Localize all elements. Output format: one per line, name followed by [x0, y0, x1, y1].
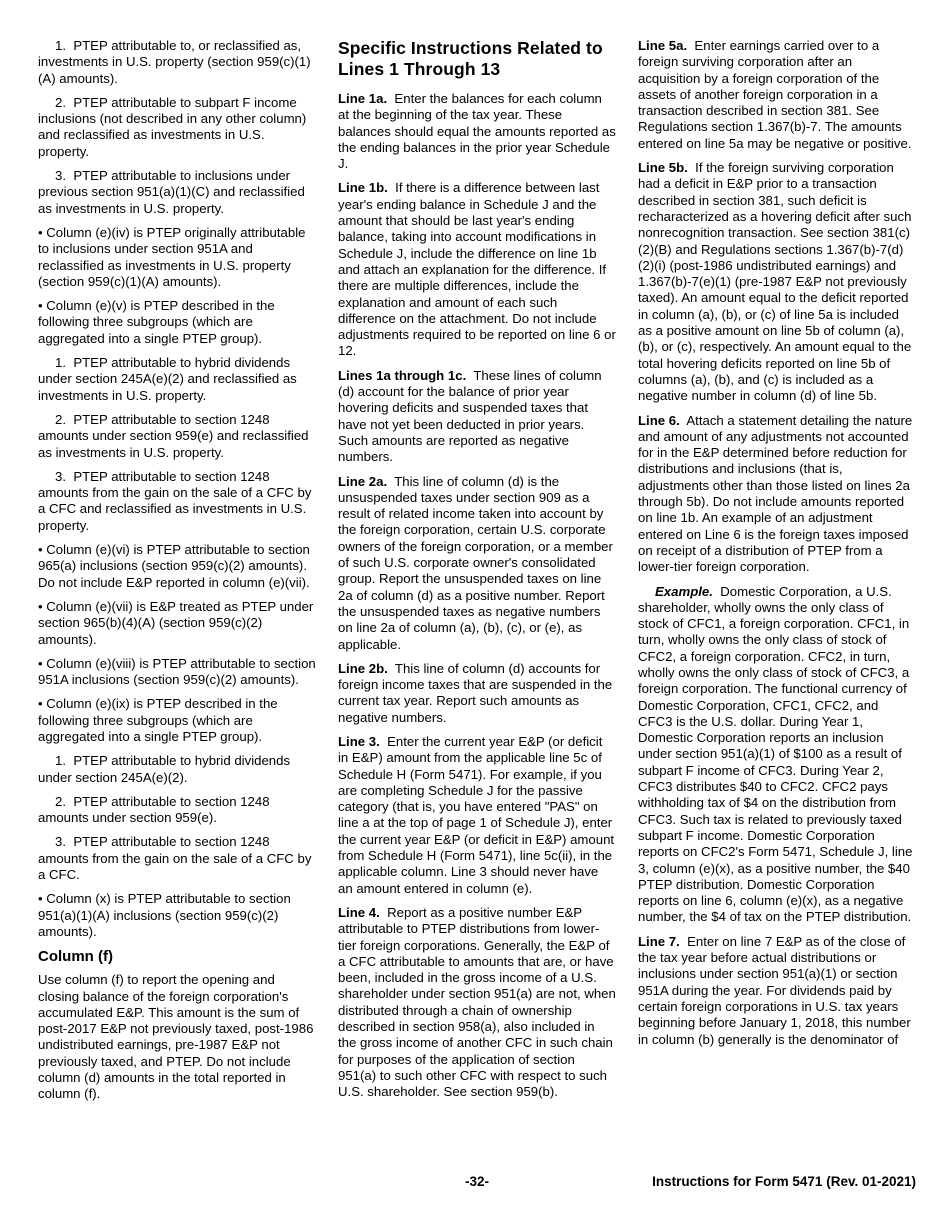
bullet-icon: •	[38, 696, 47, 712]
paragraph-lead: Line 5b.	[638, 160, 688, 176]
paragraph-lead: Line 2b.	[338, 660, 388, 676]
numbered-item: 2. PTEP attributable to section 1248 amounts under section 959(e).	[38, 793, 270, 826]
instruction-paragraph: Line 1b. If there is a difference between last year's ending balance in Schedule J and the amount that should be last year's ending balance, taking into account modifications in Schedule J, include the difference on line 1b and attach an explanation for the difference. If there are multiple differences, include the explanation and amount of each such difference on the attachment. Do not include adjustments required to be reported on line 6 or 12.	[338, 180, 616, 359]
instruction-paragraph: Line 3. Enter the current year E&P (or deficit in E&P) amount from the applicable line 5c of Schedule H (Form 5471). For example, if you are completing Schedule J for the passive category (that is, you have entered "PAS" on line a at the top of page 1 of Schedule J), enter the current year E&P (or deficit in E&P) amount from Schedule H (Form 5471), line 5c(ii), in the applicable column. Line 3 should never have an amount entered in column (e).	[338, 733, 615, 896]
column-heading: Column (f)	[38, 948, 113, 966]
instruction-paragraph: Line 2b. This line of column (d) accounts for foreign income taxes that are suspended in the current tax year. Report such amounts as negative numbers.	[338, 660, 613, 725]
paragraph-lead: Line 3.	[338, 733, 380, 749]
bullet-item: • Column (e)(viii) is PTEP attributable to section 951A inclusions (section 959(c)(2) amounts).	[38, 655, 316, 688]
paragraph-lead: Line 1b.	[338, 180, 388, 196]
paragraph-lead: Lines 1a through 1c.	[338, 367, 467, 383]
numbered-item: 1. PTEP attributable to, or reclassified as, investments in U.S. property (section 959(c)(1)(A) amounts).	[38, 38, 311, 86]
bullet-item: • Column (e)(v) is PTEP described in the following three subgroups (which are aggregated into a single PTEP group).	[38, 298, 275, 346]
instruction-paragraph: Line 7. Enter on line 7 E&P as of the close of the tax year before actual distributions or inclusions under section 951(a)(1) or section 951A during the year. For dividends paid by certain foreign corporations in U.S. tax years beginning before January 1, 2018, this number in column (b) generally is the denominator of	[638, 933, 911, 1047]
section-heading: Specific Instructions Related to Lines 1 Through 13	[338, 38, 603, 79]
paragraph-lead: Line 7.	[638, 933, 680, 949]
paragraph-lead: Line 6.	[638, 412, 680, 428]
instruction-paragraph: Lines 1a through 1c. These lines of column (d) account for the balance of prior year hovering deficits and suspended taxes that have not yet been deducted in prior years. Such amounts are reported as negative numbers.	[338, 367, 602, 465]
page-number: -32-	[464, 1174, 489, 1189]
bullet-item: • Column (e)(iv) is PTEP originally attributable to inclusions under section 951A and reclassified as investments in U.S. property (section 959(c)(1)(A) amounts).	[38, 224, 306, 289]
column-3	[638, 38, 916, 1111]
column-1	[38, 38, 316, 1111]
instruction-paragraph: Line 5a. Enter earnings carried over to a foreign surviving corporation after an acquisition by a foreign corporation of the assets of another foreign corporation in a transaction described in section 381. See Regulations section 1.367(b)-7. The amounts entered on line 5a may be negative or positive.	[638, 38, 912, 151]
bullet-icon: •	[38, 598, 47, 614]
paragraph-lead: Example.	[655, 583, 713, 599]
instruction-paragraph: Line 1a. Enter the balances for each column at the beginning of the tax year. These balances should equal the amounts reported as the ending balances in the prior year Schedule J.	[338, 91, 616, 172]
body-paragraph: Use column (f) to report the opening and closing balance of the foreign corporation's accumulated E&P. This amount is the sum of post-2017 E&P not previously taxed, post-1986 undistributed earnings, pre-1987 E&P not previously taxed, and PTEP. Do not include column (d) amounts in the total reported in column (f).	[38, 972, 314, 1102]
paragraph-lead: Line 2a.	[338, 473, 388, 489]
column-2	[338, 38, 616, 1111]
bullet-icon: •	[38, 655, 47, 671]
paragraph-lead: Line 5a.	[638, 38, 688, 53]
instruction-paragraph: Line 5b. If the foreign surviving corporation had a deficit in E&P prior to a transaction described in section 381, such deficit is recharacterized as a hovering deficit after such nonrecognition transaction. See section 381(c)(2)(B) and Regulations sections 1.367(b)-7(d)(2)(i) (post-1986 undistributed earnings) and 1.367(b)-7(e)(1) (pre-1987 E&P not previously taxed). An amount equal to the deficit reported in column (a), (b), or (c) of line 5a is included as a positive amount on line 5b of column (a), (b), or (c), respectively. An amount equal to the total hovering deficits reported on line 5b of columns (a), (b), and (c) is included as a negative number in column (d) of line 5b.	[638, 160, 912, 404]
paragraph-lead: Line 1a.	[338, 91, 388, 106]
instruction-paragraph: Line 2a. This line of column (d) is the unsuspended taxes under section 909 as a result of related income taken into account by the foreign corporation, certain U.S. corporate owners of the foreign corporation, or a member of such U.S. corporate owner's consolidated group. Report the unsuspended taxes on line 2a of column (d) as a positive number. Report the unsuspended taxes as negative numbers on line 2a of column (a), (b), (c), or (e), as applicable.	[338, 473, 613, 652]
paragraph-lead: Line 4.	[338, 904, 380, 920]
numbered-item: 3. PTEP attributable to section 1248 amounts from the gain on the sale of a CFC by a CFC and reclassified as investments in U.S. property.	[38, 468, 312, 533]
bullet-icon: •	[38, 298, 47, 314]
bullet-icon: •	[38, 542, 47, 558]
page-footer	[38, 1174, 916, 1194]
numbered-item: 2. PTEP attributable to subpart F income inclusions (not described in any other column) and reclassified as investments in U.S. property.	[38, 94, 307, 159]
numbered-item: 1. PTEP attributable to hybrid dividends under section 245A(e)(2) and reclassified as investments in U.S. property.	[38, 355, 297, 403]
bullet-item: • Column (e)(vii) is E&P treated as PTEP under section 965(b)(4)(A) (section 959(c)(2) amounts).	[38, 598, 314, 647]
numbered-item: 3. PTEP attributable to inclusions under previous section 951(a)(1)(C) and reclassified as investments in U.S. property.	[38, 168, 305, 216]
bullet-icon: •	[38, 891, 47, 907]
instruction-paragraph: Line 6. Attach a statement detailing the nature and amount of any adjustments not accounted for in the E&P determined before reduction for distributions and inclusions (that is, adjustments other than those listed on lines 2a through 5b). Do not include amounts reported on line 1b. An example of an adjustment entered on Line 6 is the foreign taxes imposed on receipt of a distribution of PTEP from a lower-tier foreign corporation.	[638, 412, 913, 575]
instruction-paragraph: Line 4. Report as a positive number E&P attributable to PTEP distributions from lower-tier foreign corporations. Generally, the E&P of a CFC attributable to amounts that are, or have been, included in the gross income of a U.S. shareholder under section 951(a) are not, when distributed through a chain of ownership described in section 958(a), also included in the gross income of another CFC in such chain for purposes of the application of section 951(a) to such other CFC with respect to such U.S. shareholder. See section 959(b).	[338, 904, 616, 1100]
footer-doc-title: Instructions for Form 5471 (Rev. 01-2021)	[652, 1174, 916, 1189]
example-paragraph: Example. Domestic Corporation, a U.S. shareholder, wholly owns the only class of stock of CFC1, a foreign corporation. CFC1, in turn, wholly owns the only class of stock of CFC2, a foreign corporation. CFC2, in turn, wholly owns the only class of stock of CFC3, a foreign corporation. The functional currency of Domestic Corporation, CFC1, CFC2, and CFC3 is the U.S. dollar. During Year 1, Domestic Corporation reports an inclusion under section 951(a)(1) of $100 as a result of subpart F income of CFC3. During Year 2, CFC3 distributes $40 to CFC2. CFC2 pays withholding tax of $4 on the distribution from CFC3. Such tax is related to previously taxed subpart F income. Domestic Corporation reports on CFC2's Form 5471, Schedule J, line 3, column (e)(x), as a positive number, the $40 PTEP distribution. Domestic Corporation reports on line 6, column (e)(x), as a negative number, the $4 of tax on the PTEP distribution.	[638, 583, 913, 925]
numbered-item: 2. PTEP attributable to section 1248 amounts under section 959(e) and reclassified as investments in U.S. property.	[38, 411, 309, 460]
numbered-item: 1. PTEP attributable to hybrid dividends under section 245A(e)(2).	[38, 753, 291, 785]
numbered-item: 3. PTEP attributable to section 1248 amounts from the gain on the sale of a CFC by a CFC.	[38, 834, 312, 883]
bullet-icon: •	[38, 224, 47, 240]
bullet-item: • Column (e)(vi) is PTEP attributable to section 965(a) inclusions (section 959(c)(2) amounts). Do not include E&P reported in column (e)(vii).	[38, 542, 310, 590]
bullet-item: • Column (e)(ix) is PTEP described in the following three subgroups (which are aggregated into a single PTEP group).	[38, 696, 278, 744]
bullet-item: • Column (x) is PTEP attributable to section 951(a)(1)(A) inclusions (section 959(c)(2) amounts).	[38, 891, 291, 939]
